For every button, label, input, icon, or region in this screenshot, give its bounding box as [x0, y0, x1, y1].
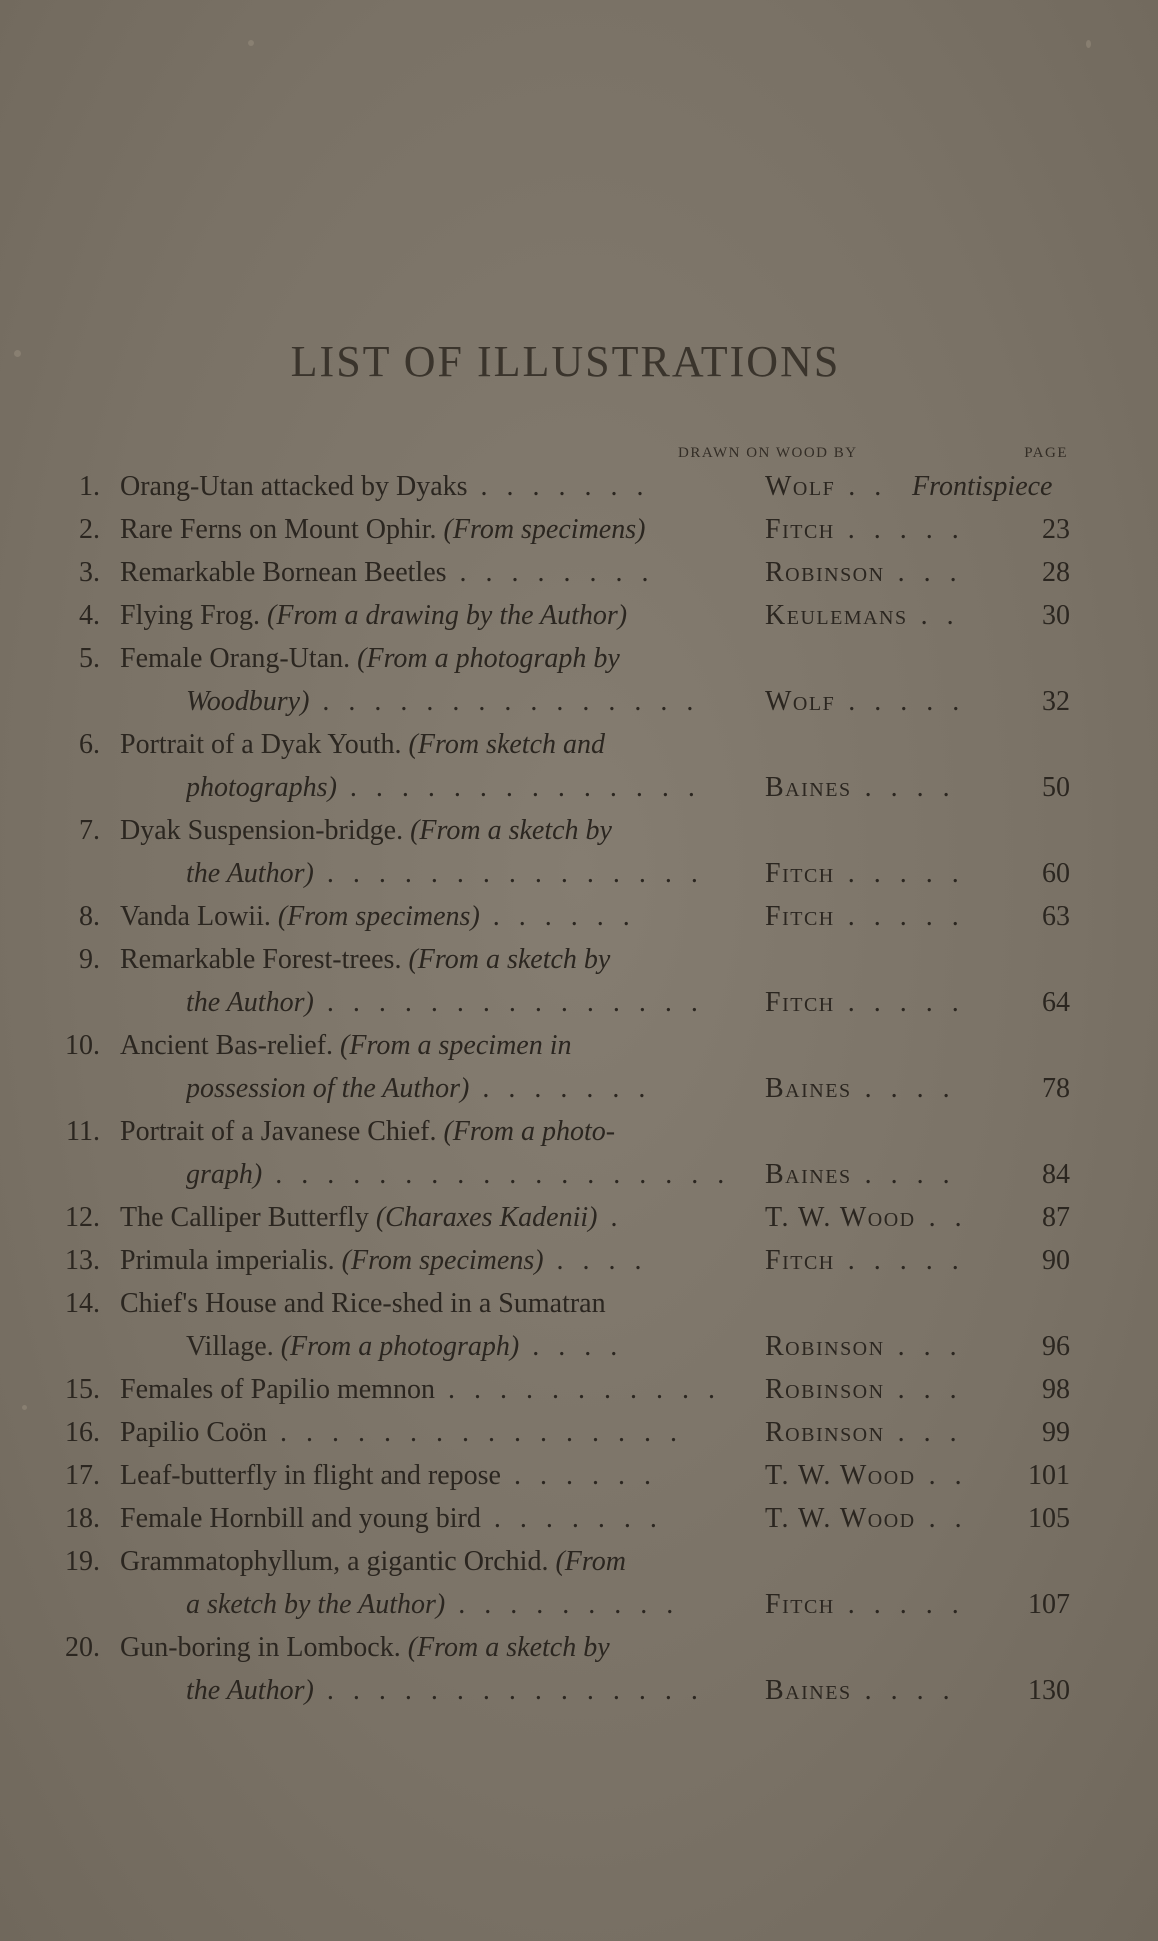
entry-number: 9. [79, 944, 100, 975]
entry-number: 11. [66, 1116, 100, 1147]
artist-name: Keulemans [765, 600, 908, 631]
entry-artist [765, 1583, 1025, 1626]
artist-name: Baines [765, 1675, 852, 1706]
entry-artist [765, 551, 1025, 594]
dot-leader: . . . . . . . [467, 471, 650, 502]
entry-line [0, 1411, 1158, 1454]
dot-leader: . [597, 1202, 624, 1233]
entry-number: 12. [65, 1202, 100, 1233]
dot-leader: . . . . . . . . . . . . . . . . [267, 1417, 684, 1448]
entry-artist [765, 981, 1025, 1024]
entry-number: 14. [65, 1288, 100, 1319]
entry-page: 96 [1042, 1331, 1070, 1362]
entry-artist [765, 508, 1025, 551]
entry-artist [765, 680, 1025, 723]
list-item [0, 1239, 1158, 1282]
dot-leader: . . . . . [834, 1245, 965, 1276]
dot-leader: . . . . [543, 1245, 648, 1276]
entry-text [120, 723, 735, 766]
entry-line [0, 1239, 1158, 1282]
entry-artist [765, 1368, 1025, 1411]
entry-source-note: (Charaxes Kadenii) [375, 1202, 598, 1233]
entry-artist [765, 1411, 1025, 1454]
list-item [0, 1454, 1158, 1497]
entry-title: Female Orang-Utan. [120, 643, 358, 674]
entry-number: 5. [79, 643, 100, 674]
entry-continuation-line [0, 680, 1158, 723]
entry-source-note: (From a sketch by [407, 1632, 610, 1663]
entry-text [120, 1411, 735, 1454]
entry-text [186, 852, 735, 895]
entry-number: 7. [79, 815, 100, 846]
paper-speck [22, 1405, 27, 1410]
artist-name: Fitch [765, 901, 835, 932]
entry-page: 30 [1042, 600, 1070, 631]
entry-page: 98 [1042, 1374, 1070, 1405]
entry-line [0, 895, 1158, 938]
artist-name: Fitch [765, 858, 835, 889]
entry-page: 50 [1042, 772, 1070, 803]
entry-title: Remarkable Forest-trees. [120, 944, 409, 975]
entry-line [0, 1024, 1158, 1067]
entry-line [0, 1110, 1158, 1153]
entry-number: 4. [79, 600, 100, 631]
entry-text [186, 1153, 735, 1196]
entry-title: Orang-Utan attacked by Dyaks [120, 471, 468, 502]
entry-text [186, 766, 735, 809]
entry-title: Leaf-butterfly in flight and repose [120, 1460, 501, 1491]
entry-title: Papilio Coön [120, 1417, 268, 1448]
artist-name: Baines [765, 772, 852, 803]
entry-title: Primula imperialis. [120, 1245, 342, 1276]
entry-artist [765, 1153, 1025, 1196]
entry-page: 63 [1042, 901, 1070, 932]
artist-name: Wolf [765, 471, 836, 502]
artist-name: T. W. Wood [765, 1460, 916, 1491]
list-item [0, 895, 1158, 938]
entry-number: 10. [65, 1030, 100, 1061]
entry-text [120, 1368, 735, 1411]
artist-name: Robinson [765, 1374, 885, 1405]
dot-leader: . . . . . . . . . . . . . . [336, 772, 701, 803]
dot-leader: . . [915, 1460, 968, 1491]
entry-text [120, 637, 735, 680]
entry-title: Grammatophyllum, a gigantic Orchid. [120, 1546, 556, 1577]
entry-text [186, 1669, 735, 1712]
dot-leader: . . . . [851, 1073, 956, 1104]
entry-page: 90 [1042, 1245, 1070, 1276]
entry-artist [765, 1067, 1025, 1110]
entry-line [0, 938, 1158, 981]
list-item [0, 1626, 1158, 1712]
dot-leader: . . [907, 600, 960, 631]
artist-name: Fitch [765, 1245, 835, 1276]
list-item [0, 1196, 1158, 1239]
entry-page: 32 [1042, 686, 1070, 717]
entry-line [0, 637, 1158, 680]
entry-source-note: (From a photograph) [280, 1331, 520, 1362]
entry-source-note: a sketch by the Author) [186, 1589, 446, 1620]
entry-page: 130 [1028, 1675, 1070, 1706]
entry-number: 20. [65, 1632, 100, 1663]
entry-title: Females of Papilio memnon [120, 1374, 435, 1405]
entry-line [0, 551, 1158, 594]
entry-artist [765, 1454, 1025, 1497]
dot-leader: . . [915, 1202, 968, 1233]
entry-artist [765, 1497, 1025, 1540]
entry-page: Frontispiece [912, 471, 1053, 502]
entry-text [186, 1067, 735, 1110]
dot-leader: . . [835, 471, 888, 502]
entry-continuation-line [0, 1067, 1158, 1110]
entry-title: Village. [186, 1331, 281, 1362]
artist-name: Robinson [765, 1331, 885, 1362]
entry-title: Portrait of a Javanese Chief. [120, 1116, 444, 1147]
entry-continuation-line [0, 766, 1158, 809]
entry-line [0, 1282, 1158, 1325]
dot-leader: . . . . . . . . . . . . . . . [309, 686, 700, 717]
list-item [0, 637, 1158, 723]
paper-speck [1086, 40, 1091, 48]
entry-page: 28 [1042, 557, 1070, 588]
list-item [0, 1024, 1158, 1110]
entry-line [0, 1626, 1158, 1669]
entry-title: Female Hornbill and young bird [120, 1503, 481, 1534]
list-item [0, 1282, 1158, 1368]
entry-source-note: Woodbury) [186, 686, 310, 717]
entry-title: Dyak Suspension-bridge. [120, 815, 411, 846]
dot-leader: . . . . . [834, 987, 965, 1018]
entry-source-note: the Author) [186, 1675, 314, 1706]
entry-source-note: (From sketch and [408, 729, 606, 760]
entry-page: 60 [1042, 858, 1070, 889]
entry-number: 3. [79, 557, 100, 588]
entry-continuation-line [0, 1325, 1158, 1368]
entry-number: 6. [79, 729, 100, 760]
artist-name: Fitch [765, 987, 835, 1018]
dot-leader: . . . . . . . . . . . [434, 1374, 721, 1405]
entry-source-note: photographs) [186, 772, 337, 803]
dot-leader: . . . . [851, 1675, 956, 1706]
illustrations-list [0, 465, 1158, 1712]
entry-source-note: graph) [186, 1159, 263, 1190]
entry-number: 8. [79, 901, 100, 932]
entry-number: 13. [65, 1245, 100, 1276]
entry-title: Remarkable Bornean Beetles [120, 557, 447, 588]
entry-page: 78 [1042, 1073, 1070, 1104]
entry-text [120, 938, 735, 981]
entry-number: 2. [79, 514, 100, 545]
dot-leader: . . . . . . . . [446, 557, 655, 588]
entry-artist [765, 1239, 1025, 1282]
entry-artist [765, 594, 1025, 637]
entry-line [0, 1368, 1158, 1411]
entry-title: The Calliper Butterfly [120, 1202, 376, 1233]
dot-leader: . . . [884, 1374, 963, 1405]
dot-leader: . . . . . [834, 1589, 965, 1620]
entry-number: 17. [65, 1460, 100, 1491]
page-title: LIST OF ILLUSTRATIONS [290, 337, 841, 386]
entry-page: 99 [1042, 1417, 1070, 1448]
artist-name: Robinson [765, 557, 885, 588]
entry-artist [765, 1325, 1025, 1368]
dot-leader: . . [915, 1503, 968, 1534]
entry-text [120, 1497, 735, 1540]
entry-line [0, 1454, 1158, 1497]
entry-source-note: (From a drawing by the Author) [267, 600, 628, 631]
entry-text [120, 551, 735, 594]
entry-source-note: (From a sketch by [410, 815, 612, 846]
entry-continuation-line [0, 981, 1158, 1024]
dot-leader: . . . . . [834, 901, 965, 932]
entry-text [186, 680, 735, 723]
column-header-page: PAGE [1024, 445, 1068, 461]
dot-leader: . . . . . . . . . . . . . . . . . . [262, 1159, 731, 1190]
entry-source-note: (From a specimen in [340, 1030, 572, 1061]
list-item [0, 1368, 1158, 1411]
dot-leader: . . . . . . . . . [445, 1589, 680, 1620]
entry-text [120, 508, 735, 551]
entry-line [0, 1540, 1158, 1583]
artist-name: T. W. Wood [765, 1503, 916, 1534]
list-item [0, 1411, 1158, 1454]
dot-leader: . . . . [851, 1159, 956, 1190]
dot-leader: . . . [884, 557, 963, 588]
entry-source-note: (From specimens) [277, 901, 480, 932]
entry-line [0, 594, 1158, 637]
list-item [0, 1497, 1158, 1540]
entry-line [0, 809, 1158, 852]
dot-leader: . . . . . . . . . . . . . . . [313, 858, 704, 889]
entry-text [120, 594, 735, 637]
entry-text [120, 1196, 735, 1239]
entry-text [186, 981, 735, 1024]
entry-text [120, 1239, 735, 1282]
list-item [0, 551, 1158, 594]
entry-text [120, 1110, 735, 1153]
dot-leader: . . . . . . . [480, 1503, 663, 1534]
list-item [0, 465, 1158, 508]
dot-leader: . . . [884, 1417, 963, 1448]
entry-title: Vanda Lowii. [120, 901, 278, 932]
entry-source-note: (From specimens) [443, 514, 646, 545]
dot-leader: . . . . [519, 1331, 624, 1362]
entry-number: 15. [65, 1374, 100, 1405]
entry-title: Portrait of a Dyak Youth. [120, 729, 409, 760]
entry-source-note: (From [555, 1546, 626, 1577]
entry-continuation-line [0, 852, 1158, 895]
artist-name: Baines [765, 1159, 852, 1190]
entry-line [0, 723, 1158, 766]
entry-page: 23 [1042, 514, 1070, 545]
entry-line [0, 508, 1158, 551]
entry-source-note: possession of the Author) [186, 1073, 470, 1104]
dot-leader: . . . . . . [500, 1460, 657, 1491]
list-item [0, 1540, 1158, 1626]
entry-text [120, 1626, 735, 1669]
entry-text [120, 809, 735, 852]
entry-page: 64 [1042, 987, 1070, 1018]
list-item [0, 809, 1158, 895]
paper-speck [14, 350, 21, 357]
list-item [0, 723, 1158, 809]
list-item [0, 938, 1158, 1024]
dot-leader: . . . . . [834, 514, 965, 545]
entry-title: Ancient Bas-relief. [120, 1030, 341, 1061]
dot-leader: . . . . . . . [469, 1073, 652, 1104]
entry-text [186, 1325, 735, 1368]
dot-leader: . . . [884, 1331, 963, 1362]
entry-page: 101 [1028, 1460, 1070, 1491]
dot-leader: . . . . . [835, 686, 966, 717]
entry-text [120, 895, 735, 938]
entry-line [0, 465, 1158, 508]
list-item [0, 508, 1158, 551]
entry-number: 16. [65, 1417, 100, 1448]
list-item [0, 594, 1158, 637]
entry-title: Rare Ferns on Mount Ophir. [120, 514, 444, 545]
dot-leader: . . . . . . . . . . . . . . . [313, 987, 704, 1018]
artist-name: Robinson [765, 1417, 885, 1448]
entry-text [120, 1024, 735, 1067]
artist-name: T. W. Wood [765, 1202, 916, 1233]
entry-source-note: (From a photo- [443, 1116, 616, 1147]
entry-source-note: the Author) [186, 987, 314, 1018]
artist-name: Fitch [765, 514, 835, 545]
entry-title: Chief's House and Rice-shed in a Sumatran [120, 1288, 606, 1319]
entry-artist [765, 766, 1025, 809]
entry-page: 107 [1028, 1589, 1070, 1620]
entry-line [0, 1196, 1158, 1239]
entry-continuation-line [0, 1669, 1158, 1712]
entry-title: Flying Frog. [120, 600, 268, 631]
entry-source-note: (From a sketch by [408, 944, 611, 975]
dot-leader: . . . . [851, 772, 956, 803]
dot-leader: . . . . . . [479, 901, 636, 932]
dot-leader: . . . . . . . . . . . . . . . [313, 1675, 704, 1706]
entry-page: 84 [1042, 1159, 1070, 1190]
entry-number: 18. [65, 1503, 100, 1534]
dot-leader: . . . . . [834, 858, 965, 889]
entry-artist [765, 895, 1025, 938]
entry-text [120, 1282, 735, 1325]
entry-title: Gun-boring in Lombock. [120, 1632, 408, 1663]
entry-text [120, 1454, 735, 1497]
entry-number: 19. [65, 1546, 100, 1577]
entry-line [0, 1497, 1158, 1540]
entry-text [120, 465, 735, 508]
entry-continuation-line [0, 1153, 1158, 1196]
entry-artist [765, 852, 1025, 895]
entry-number: 1. [79, 471, 100, 502]
artist-name: Fitch [765, 1589, 835, 1620]
artist-name: Wolf [765, 686, 836, 717]
entry-continuation-line [0, 1583, 1158, 1626]
entry-artist [765, 1669, 1025, 1712]
artist-name: Baines [765, 1073, 852, 1104]
entry-source-note: (From specimens) [341, 1245, 544, 1276]
entry-source-note: the Author) [186, 858, 314, 889]
column-headers [0, 445, 1158, 465]
entry-text [186, 1583, 735, 1626]
entry-source-note: (From a photograph by [357, 643, 620, 674]
entry-artist [765, 1196, 1025, 1239]
list-item [0, 1110, 1158, 1196]
entry-text [120, 1540, 735, 1583]
entry-page: 87 [1042, 1202, 1070, 1233]
column-header-drawn-by: DRAWN ON WOOD BY [678, 445, 858, 461]
entry-page: 105 [1028, 1503, 1070, 1534]
paper-speck [248, 40, 254, 46]
